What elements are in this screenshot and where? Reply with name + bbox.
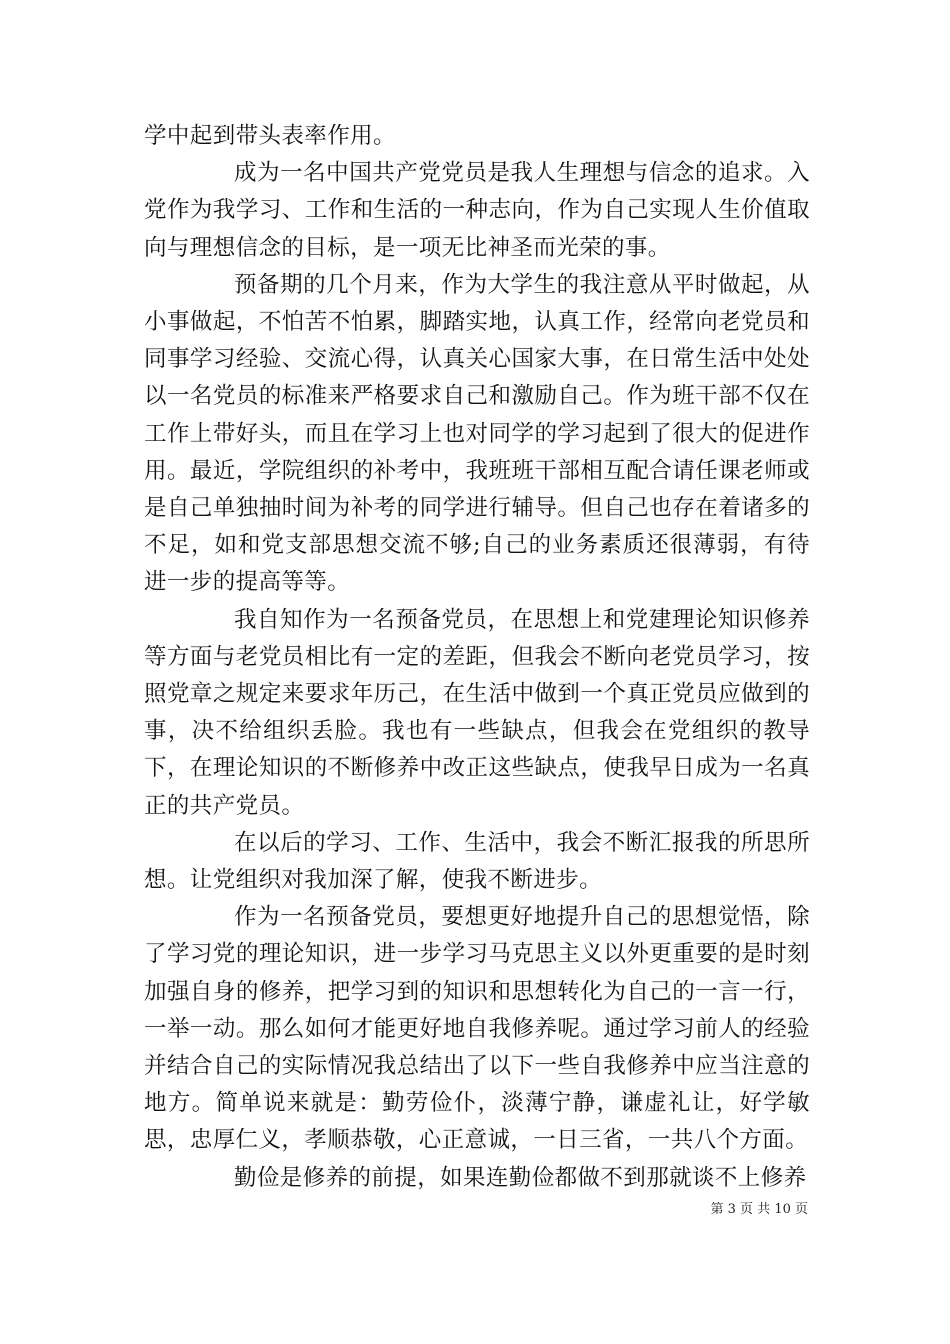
paragraph-continuation: 学中起到带头表率作用。 — [144, 123, 396, 149]
paragraph-party-ideal: 成为一名中国共产党党员是我人生理想与信念的追求。入党作为我学习、工作和生活的一种志向，作为自己实现人生价值取向与理想信念的目标，是一项无比神圣而光荣的事。 — [144, 160, 810, 261]
page-number-footer: 第 3 页 共 10 页 — [710, 1202, 808, 1217]
paragraph-future-reporting: 在以后的学习、工作、生活中，我会不断汇报我的所思所想。让党组织对我加深了解，使我不断进步。 — [144, 829, 810, 894]
paragraph-self-awareness: 我自知作为一名预备党员，在思想上和党建理论知识修养等方面与老党员相比有一定的差距，但我会不断向老党员学习，按照党章之规定来要求年历己，在生活中做到一个真正党员应做到的事，决不给组织丢脸。我也有一些缺点，但我会在党组织的教导下，在理论知识的不断修养中改正这些缺点，使我早日成为一名真正的共产党员。 — [144, 606, 810, 819]
paragraph-self-cultivation: 作为一名预备党员，要想更好地提升自己的思想觉悟，除了学习党的理论知识，进一步学习马克思主义以外更重要的是时刻加强自身的修养，把学习到的知识和思想转化为自己的一言一行，一举一动。那么如何才能更好地自我修养呢。通过学习前人的经验并结合自己的实际情况我总结出了以下一些自我修养中应当注意的地方。简单说来就是：勤劳俭仆，淡薄宁静，谦虚礼让，好学敏思，忠厚仁义，孝顺恭敬，心正意诚，一日三省，一共八个方面。 — [144, 904, 810, 1154]
paragraph-probation-period: 预备期的几个月来，作为大学生的我注意从平时做起，从小事做起，不怕苦不怕累，脚踏实地，认真工作，经常向老党员和同事学习经验、交流心得，认真关心国家大事，在日常生活中处处以一名党员的标准来严格要求自己和激励自己。作为班干部不仅在工作上带好头，而且在学习上也对同学的学习起到了很大的促进作用。最近，学院组织的补考中，我班班干部相互配合请任课老师或是自己单独抽时间为补考的同学进行辅导。但自己也存在着诸多的不足，如和党支部思想交流不够;自己的业务素质还很薄弱，有待进一步的提高等等。 — [144, 271, 810, 596]
paragraph-diligence: 勤俭是修养的前提，如果连勤俭都做不到那就谈不上修养 — [234, 1164, 807, 1191]
document-body — [144, 118, 810, 1197]
